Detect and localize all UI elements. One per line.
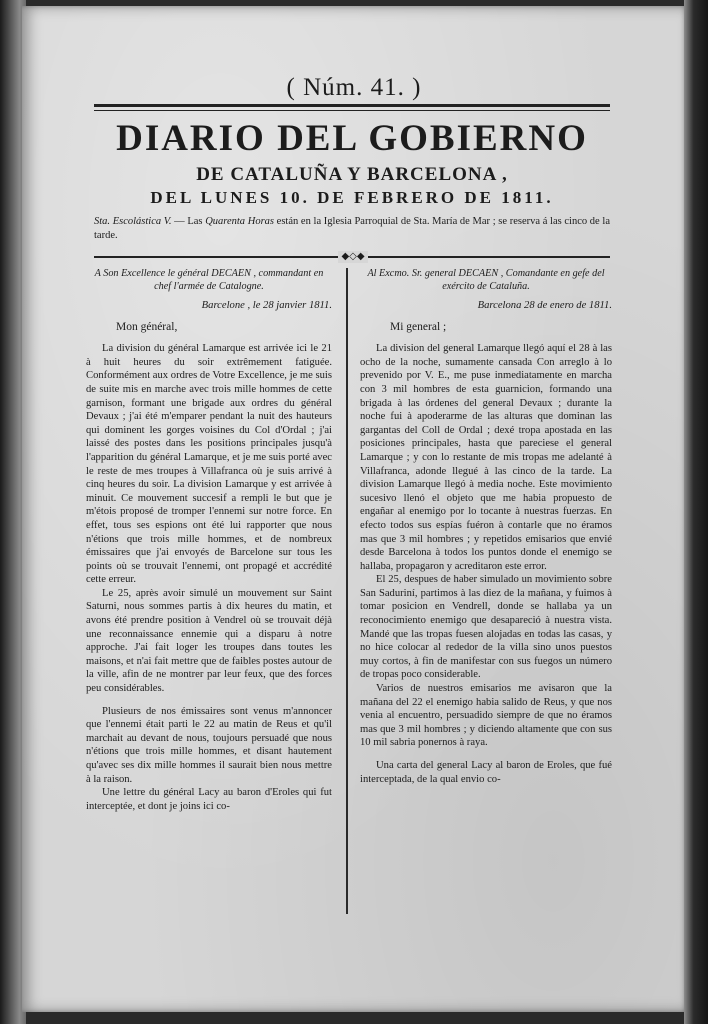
santoral-text: están en la Iglesia Parroquial de Sta. María de Mar ; se reserva á las cinco de la tarde. [94,216,610,241]
french-paragraph-1: La division du général Lamarque est arrivée ici le 21 à huit heures du soir extrêmement fatiguée. Conformément aux ordres de Votre Excellence, je me suis de suite mis en marche avec trois mille hommes de cette garnison, formant une brigade aux ordres du général Devaux ; j'ai été m'emparer pendant la nuit des hauteurs qui dominent les gorges voisines du Col d'Ordal ; j'ai laissé des postes dans les positions principales jusqu'à l'apparition du général Lamarque, et je me suis porté avec le reste de mes troupes à Villafranca où je suis arrivé à cinq heures du soir. La division Lamarque y est arrivée à minuit. Ce mouvement succesif a rempli le but que je m'étois proposé de tromper l'ennemi sur notre force. En effet, tous ses espions ont été lui rapporter que nous n'étions que trois mille hommes, et de nombreux émissaires que j'ai envoyés de Barcelone sur tous les points où se trouvait l'ennemi, ont propagé et accrédité cette erreur. [86,343,332,586]
issue-number: ( Núm. 41. ) [286,74,422,101]
french-column [86,268,332,813]
masthead-rule-thick [94,104,610,107]
newspaper-subtitle: DE CATALUÑA Y BARCELONA , [196,164,508,185]
french-salutation: Mon général, [116,320,178,333]
quarenta-horas: Quarenta Horas [205,216,274,227]
spanish-paragraph-4: Una carta del general Lacy al baron de Eroles, que fué interceptada, de la qual envio co- [360,760,612,785]
french-paragraph-2: Le 25, après avoir simulé un mouvement sur Saint Saturni, nous sommes partis à dix heures du matin, et avons été prendre position à Vendrel où se trouvait déjà une reconnaissance ennemie qui a disparu à notre approche. J'ai fait loger les troupes dans toutes les maisons, et n'ai fait mettre que de faibles postes autour de la ville, afin de ne montrer par leur feux, que des forces peu considérables. [86,587,332,695]
newspaper-title: DIARIO DEL GOBIERNO [116,118,588,159]
saint-of-day: Sta. Escolástica V. [94,216,172,227]
masthead-rule-thin [94,110,610,111]
spanish-paragraph-2: El 25, despues de haber simulado un movimiento sobre San Saduriní, partimos à las diez de la mañana, y fuimos à tomar posicion en Vendrell, donde se hallaba ya un reconocimiento enemigo que desapareció à nuestra vista. Mandé que las tropas fuesen alojadas en todas las casas, y no hice colocar al rededor de la villa sino unos puestos muy cortos, à fin de manifestar con sus fuegos un número de tropas poco considerable. [360,574,612,681]
issue-date: DEL LUNES 10. DE FEBRERO DE 1811. [150,188,554,207]
spanish-salutation: Mi general ; [390,320,447,333]
santoral-separator: — Las [171,216,206,227]
french-paragraph-3: Plusieurs de nos émissaires sont venus m'annoncer que l'ennemi était parti le 22 au matin de Reus et qu'il marchait au devant de nous, toujours persuadé que nous n'étions que trois mille hommes, et disant hautement qu'avec ses dix mille hommes il saurait bien nous mettre à la raison. [86,705,332,785]
spanish-column [360,268,612,786]
french-paragraph-4: Une lettre du général Lacy au baron d'Eroles qui fut interceptée, et dont je joins ici co- [86,787,332,812]
divider-ornament: ◆◇◆ [338,251,368,263]
page-edge-shadow [684,0,708,1024]
french-address: A Son Excellence le général DECAEN , commandant en chef l'armée de Catalogne. [94,268,324,292]
column-separator [346,268,348,914]
french-place-date: Barcelone , le 28 janvier 1811. [201,300,332,311]
santoral-note [94,215,610,243]
spanish-paragraph-3: Varios de nuestros emisarios me avisaron que la mañana del 22 el enemigo habia salido de Reus, y que nos venia al encuentro, persuadido siempre de que no éramos mas que 3 mil hombres ; y diciendo altamente que con sus 10 mil sabria ponernos à raya. [360,683,612,749]
spanish-place-date: Barcelona 28 de enero de 1811. [477,300,612,311]
spanish-paragraph-1: La division del general Lamarque llegó aquí el 28 à las ocho de la noche, sumamente cansada Con arreglo à lo prevenido por V. E., me puse inmediatamente en marcha con 3 mil hombres de esta guarnicion, formando una brigada à las órdenes del general Devaux ; durante la noche fui à apoderarme de las alturas que dominan las gargantas del Coll de Ordal ; dexé tropa apostada en las posiciones principales, hasta que pareciese el general Lamarque ; y con lo restante de mis tropas me adelanté à Villafranca, adonde llegué à las cinco de la tarde. La division Lamarque llegó à media noche. Este movimiento sucesivo llenó el objeto que me habia propuesto de engañar al enemigo por lo tocante à nuestras fuerzas. En efecto todos sus espías fuéron à contarle que no éramos mas que 3 mil hombres ; y repetidos emisarios que envié desde Barcelona à todos los puntos donde el enemigo se hallaba, propagaron y acreditaron este error. [360,343,612,572]
spanish-address: Al Excmo. Sr. general DECAEN , Comandante en gefe del exército de Cataluña. [367,268,605,292]
